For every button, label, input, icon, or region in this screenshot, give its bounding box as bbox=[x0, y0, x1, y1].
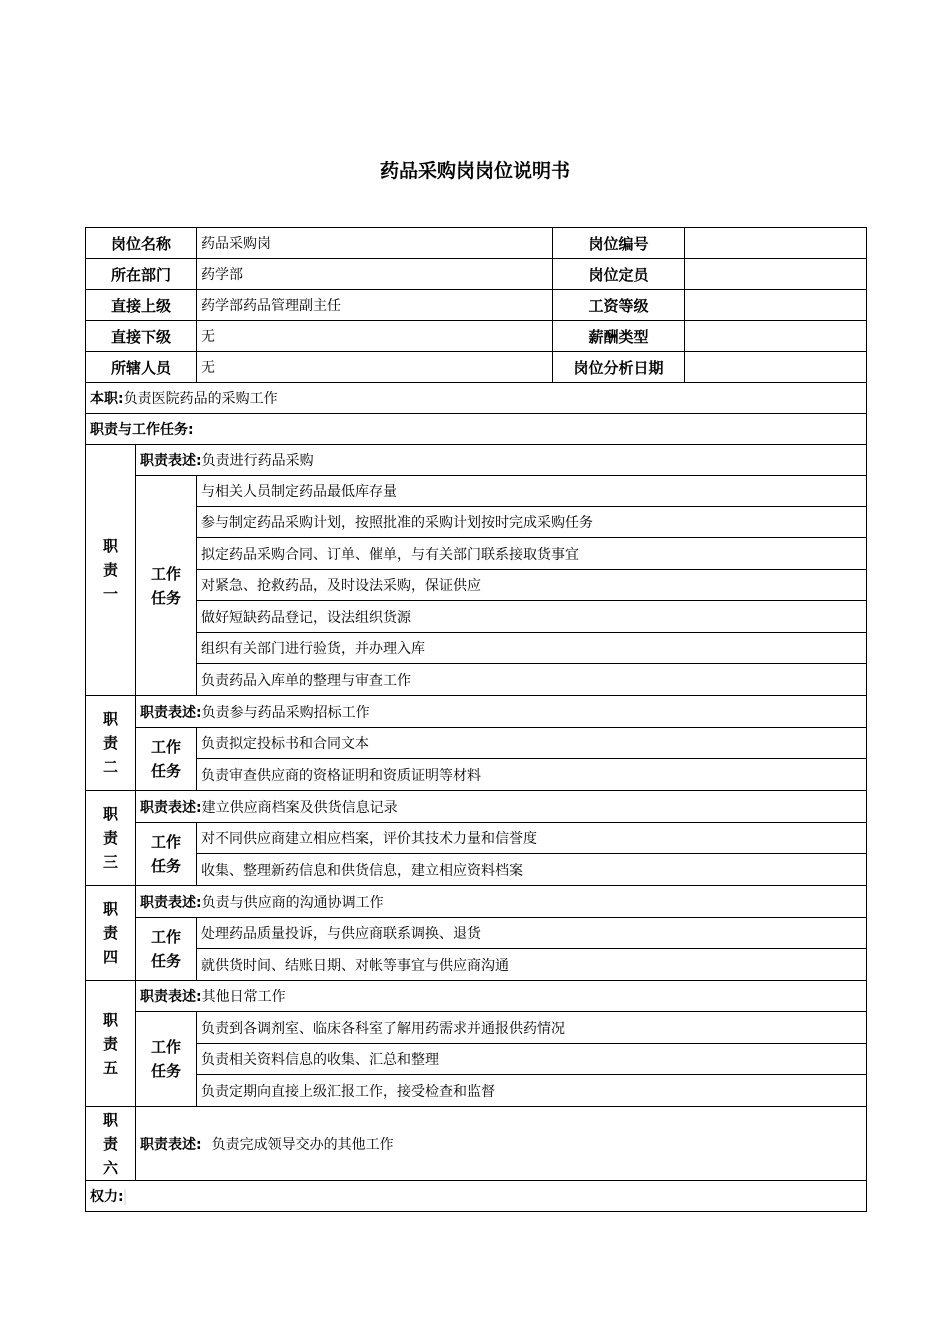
task-item: 负责拟定投标书和合同文本 bbox=[197, 728, 867, 759]
duty-1-task-row bbox=[86, 476, 867, 507]
row-power bbox=[86, 1181, 867, 1212]
power-label: 权力: bbox=[90, 1189, 124, 1205]
task-item: 与相关人员制定药品最低库存量 bbox=[197, 476, 867, 507]
duty-1-task-row bbox=[86, 664, 867, 696]
duty-5-task-row bbox=[86, 1012, 867, 1044]
duty-1-task-row bbox=[86, 538, 867, 570]
duty-title-char: 四 bbox=[102, 948, 118, 966]
value-staffing bbox=[685, 259, 867, 290]
work-label-line-1: 工作 bbox=[151, 738, 182, 756]
task-item: 负责药品入库单的整理与审查工作 bbox=[197, 664, 867, 696]
value-subordinate: 无 bbox=[197, 321, 553, 352]
label-staffing: 岗位定员 bbox=[553, 259, 685, 290]
duty-title-char: 责 bbox=[102, 829, 118, 847]
label-subordinate: 直接下级 bbox=[86, 321, 197, 352]
duty-title-char: 责 bbox=[102, 734, 118, 752]
duty-3-task-row bbox=[86, 823, 867, 854]
duty-5-task-row bbox=[86, 1044, 867, 1075]
value-superior: 药学部药品管理副主任 bbox=[197, 290, 553, 321]
value-analysis-date bbox=[685, 352, 867, 383]
task-item: 对紧急、抢救药品，及时设法采购，保证供应 bbox=[197, 570, 867, 601]
duty-1-title bbox=[86, 445, 136, 696]
label-managed-staff: 所辖人员 bbox=[86, 352, 197, 383]
job-description-table bbox=[85, 227, 867, 1212]
statement-value: 其他日常工作 bbox=[201, 989, 286, 1005]
duty-title-char: 责 bbox=[102, 1134, 118, 1153]
work-label-line-1: 工作 bbox=[151, 833, 182, 851]
statement-label: 职责表述: bbox=[140, 989, 202, 1005]
power-blank-mark bbox=[124, 1189, 126, 1205]
task-item: 负责审查供应商的资格证明和资质证明等材料 bbox=[197, 759, 867, 791]
value-position-code bbox=[685, 228, 867, 259]
duty-3-task-row bbox=[86, 854, 867, 886]
duty-2-statement-row bbox=[86, 696, 867, 728]
statement-label: 职责表述: bbox=[140, 894, 202, 911]
duty-1-task-row bbox=[86, 570, 867, 601]
duty-4-task-row bbox=[86, 918, 867, 949]
duty-title-char: 二 bbox=[102, 758, 118, 776]
document-title: 药品采购岗岗位说明书 bbox=[379, 160, 570, 182]
work-task-label bbox=[136, 918, 197, 981]
duty-5-statement-row bbox=[86, 981, 867, 1012]
duty-title-char: 一 bbox=[102, 585, 118, 603]
work-label-line-1: 工作 bbox=[151, 564, 182, 583]
main-duty-cell bbox=[86, 383, 867, 414]
duty-2-task-row bbox=[86, 759, 867, 791]
statement-label: 职责表述: bbox=[140, 453, 202, 469]
duty-1-statement bbox=[136, 445, 867, 476]
duty-2-title bbox=[86, 696, 136, 791]
value-department: 药学部 bbox=[197, 259, 553, 290]
work-task-label bbox=[136, 476, 197, 696]
duty-6-statement-row bbox=[86, 1107, 867, 1181]
row-superior bbox=[86, 290, 867, 321]
task-item: 就供货时间、结账日期、对帐等事宜与供应商沟通 bbox=[197, 949, 867, 981]
row-department bbox=[86, 259, 867, 290]
duty-title-char: 职 bbox=[102, 1010, 118, 1029]
duty-5-task-row bbox=[86, 1075, 867, 1107]
duty-title-char: 职 bbox=[102, 1110, 118, 1129]
duty-title-char: 职 bbox=[102, 537, 118, 555]
work-label-line-2: 任务 bbox=[151, 762, 182, 780]
statement-value: 负责进行药品采购 bbox=[201, 453, 314, 469]
statement-value: 建立供应商档案及供货信息记录 bbox=[201, 799, 398, 816]
row-duties-header bbox=[86, 414, 867, 445]
duty-title-char: 职 bbox=[102, 710, 118, 728]
duty-1-task-row bbox=[86, 507, 867, 538]
task-item: 对不同供应商建立相应档案，评价其技术力量和信誉度 bbox=[197, 823, 867, 854]
statement-value: 负责完成领导交办的其他工作 bbox=[211, 1136, 394, 1153]
task-item: 负责定期向直接上级汇报工作，接受检查和监督 bbox=[197, 1075, 867, 1107]
duty-5-statement bbox=[136, 981, 867, 1012]
label-superior: 直接上级 bbox=[86, 290, 197, 321]
work-task-label bbox=[136, 823, 197, 886]
task-item: 处理药品质量投诉，与供应商联系调换、退货 bbox=[197, 918, 867, 949]
duty-title-char: 职 bbox=[102, 900, 118, 918]
duty-2-statement bbox=[136, 696, 867, 728]
duty-title-char: 责 bbox=[102, 1034, 118, 1053]
work-label-line-2: 任务 bbox=[151, 1062, 182, 1080]
value-pay-type bbox=[685, 321, 867, 352]
duty-6-statement bbox=[136, 1107, 867, 1181]
row-managed-staff bbox=[86, 352, 867, 383]
work-label-line-1: 工作 bbox=[151, 1038, 182, 1056]
duty-title-char: 三 bbox=[102, 853, 118, 871]
duty-1-task-row bbox=[86, 601, 867, 633]
value-position-name: 药品采购岗 bbox=[197, 228, 553, 259]
duty-title-char: 责 bbox=[102, 561, 118, 579]
duty-3-title bbox=[86, 791, 136, 886]
row-main-duty bbox=[86, 383, 867, 414]
task-item: 收集、整理新药信息和供货信息，建立相应资料档案 bbox=[197, 854, 867, 886]
duty-4-task-row bbox=[86, 949, 867, 981]
duty-3-statement bbox=[136, 791, 867, 823]
row-position-name bbox=[86, 228, 867, 259]
task-item: 拟定药品采购合同、订单、催单，与有关部门联系接取货事宜 bbox=[197, 538, 867, 570]
label-position-name: 岗位名称 bbox=[86, 228, 197, 259]
statement-value: 负责与供应商的沟通协调工作 bbox=[201, 894, 384, 911]
duty-1-statement-row bbox=[86, 445, 867, 476]
statement-label: 职责表述: bbox=[140, 704, 202, 721]
row-subordinate bbox=[86, 321, 867, 352]
task-item: 负责相关资料信息的收集、汇总和整理 bbox=[197, 1044, 867, 1075]
label-salary-grade: 工资等级 bbox=[553, 290, 685, 321]
work-task-label bbox=[136, 1012, 197, 1107]
main-duty-label: 本职: bbox=[90, 391, 124, 407]
work-label-line-2: 任务 bbox=[151, 952, 182, 970]
duty-title-char: 责 bbox=[102, 924, 118, 942]
task-item: 负责到各调剂室、临床各科室了解用药需求并通报供药情况 bbox=[197, 1012, 867, 1044]
label-department: 所在部门 bbox=[86, 259, 197, 290]
duty-4-statement-row bbox=[86, 886, 867, 918]
duty-title-char: 五 bbox=[102, 1058, 118, 1077]
label-analysis-date: 岗位分析日期 bbox=[553, 352, 685, 383]
duty-2-task-row bbox=[86, 728, 867, 759]
duty-3-statement-row bbox=[86, 791, 867, 823]
value-salary-grade bbox=[685, 290, 867, 321]
duties-header: 职责与工作任务: bbox=[86, 414, 867, 445]
duty-title-char: 职 bbox=[102, 805, 118, 823]
statement-label: 职责表述: bbox=[140, 1136, 202, 1153]
duty-6-title bbox=[86, 1107, 136, 1181]
label-position-code: 岗位编号 bbox=[553, 228, 685, 259]
value-managed-staff: 无 bbox=[197, 352, 553, 383]
work-label-line-2: 任务 bbox=[151, 588, 182, 607]
duty-1-task-row bbox=[86, 633, 867, 664]
statement-label: 职责表述: bbox=[140, 799, 202, 816]
label-pay-type: 薪酬类型 bbox=[553, 321, 685, 352]
main-duty-value: 负责医院药品的采购工作 bbox=[123, 391, 278, 407]
task-item: 组织有关部门进行验货，并办理入库 bbox=[197, 633, 867, 664]
power-cell bbox=[86, 1181, 867, 1212]
task-item: 做好短缺药品登记，设法组织货源 bbox=[197, 601, 867, 633]
work-label-line-2: 任务 bbox=[151, 857, 182, 875]
work-task-label bbox=[136, 728, 197, 791]
task-item: 参与制定药品采购计划，按照批准的采购计划按时完成采购任务 bbox=[197, 507, 867, 538]
duty-title-char: 六 bbox=[102, 1158, 118, 1177]
duty-4-title bbox=[86, 886, 136, 981]
work-label-line-1: 工作 bbox=[151, 928, 182, 946]
duty-4-statement bbox=[136, 886, 867, 918]
duty-5-title bbox=[86, 981, 136, 1107]
statement-value: 负责参与药品采购招标工作 bbox=[201, 704, 370, 721]
